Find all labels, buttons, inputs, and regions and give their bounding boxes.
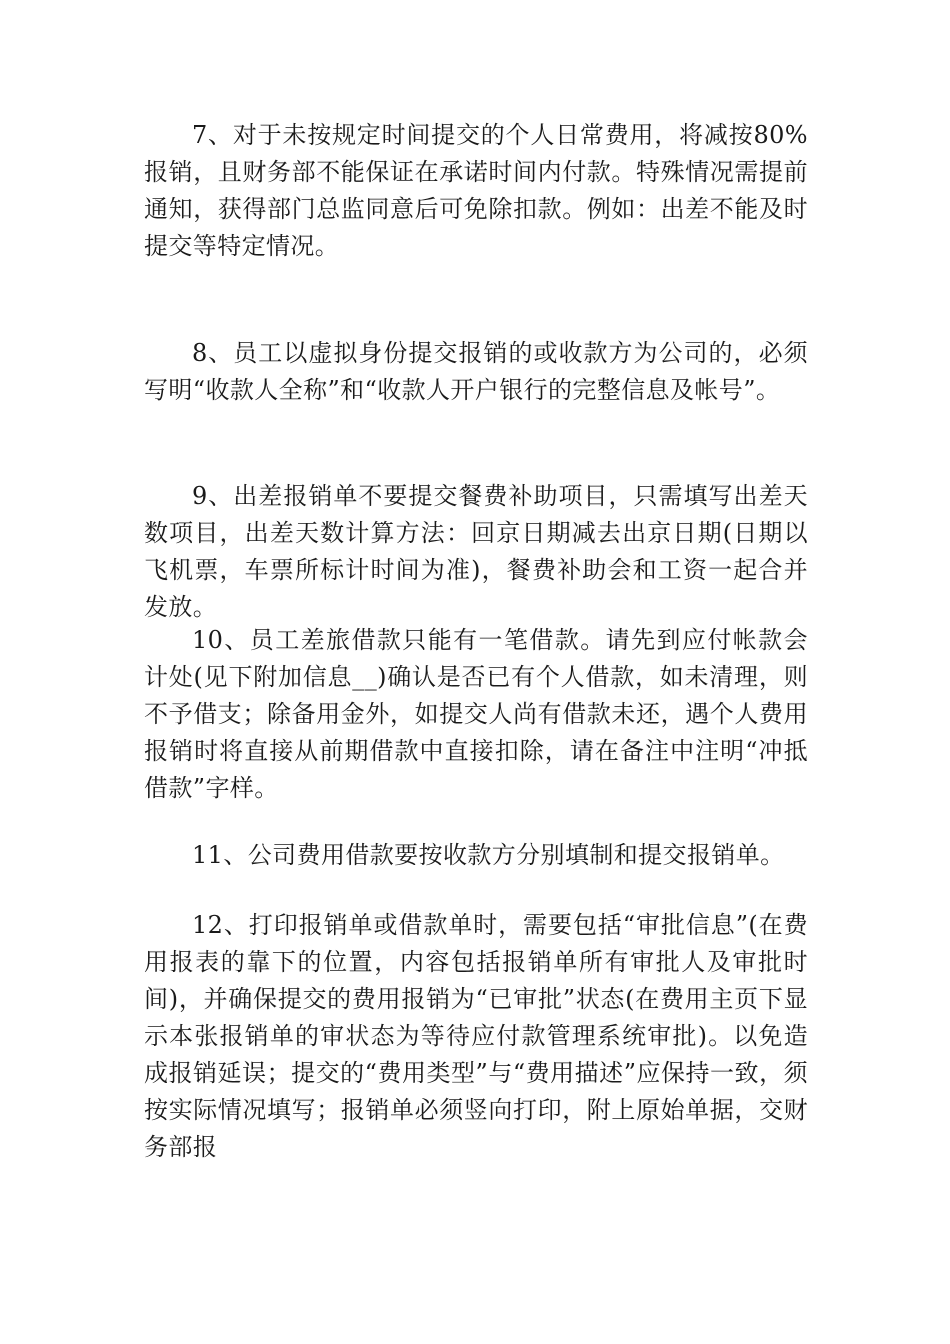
paragraph-item-7: 7、对于未按规定时间提交的个人日常费用，将减按80%报销，且财务部不能保证在承诺时间内付款。特殊情况需提前通知，获得部门总监同意后可免除扣款。例如：出差不能及时提交等特定情况。 <box>144 121 808 260</box>
paragraph-item-9: 9、出差报销单不要提交餐费补助项目，只需填写出差天数项目，出差天数计算方法：回京日期减去出京日期(日期以飞机票，车票所标计时间为准)，餐费补助会和工资一起合并发放。 <box>144 482 808 621</box>
paragraph-item-11: 11、公司费用借款要按收款方分别填制和提交报销单。 <box>192 841 785 869</box>
paragraph-item-8: 8、员工以虚拟身份提交报销的或收款方为公司的，必须写明“收款人全称”和“收款人开户银行的完整信息及帐号”。 <box>144 339 808 404</box>
paragraph-item-12: 12、打印报销单或借款单时，需要包括“审批信息”(在费用报表的靠下的位置，内容包括报销单所有审批人及审批时间)，并确保提交的费用报销为“已审批”状态(在费用主页下显示本张报销单的审状态为等待应付款管理系统审批)。以免造成报销延误；提交的“费用类型”与“费用描述”应保持一致，须按实际情况填写；报销单必须竖向打印，附上原始单据，交财务部报 <box>144 911 808 1161</box>
paragraph-item-10: 10、员工差旅借款只能有一笔借款。请先到应付帐款会计处(见下附加信息__)确认是否已有个人借款，如未清理，则不予借支；除备用金外，如提交人尚有借款未还，遇个人费用报销时将直接从前期借款中直接扣除，请在备注中注明“冲抵借款”字样。 <box>144 626 808 802</box>
